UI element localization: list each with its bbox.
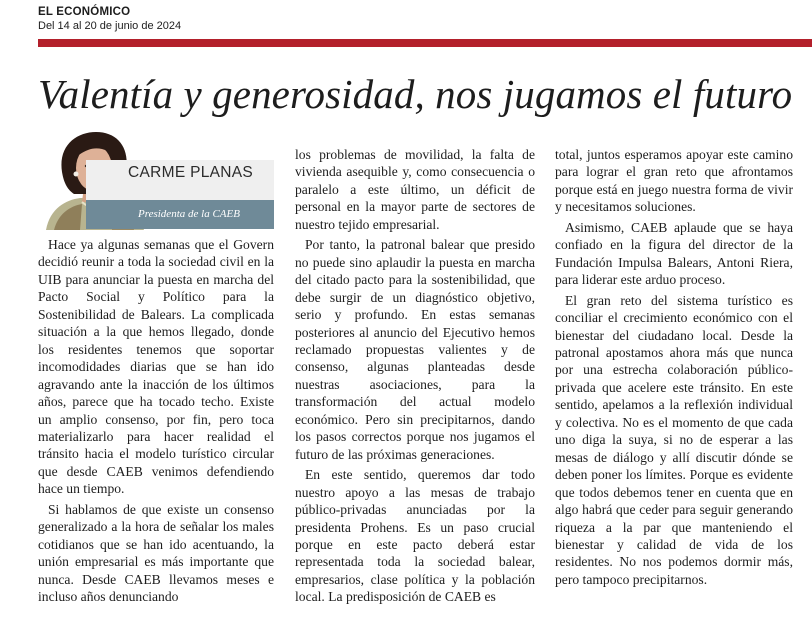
paragraph: Asimismo, CAEB aplaude que se haya confiado en la figura del director de la Fundación Impulsa Balears, Antoni Riera, para liderar este arduo proceso.	[555, 219, 793, 288]
publication-name: EL ECONÓMICO	[38, 6, 131, 18]
headline: Valentía y generosidad, nos jugamos el futuro	[38, 71, 793, 117]
paragraph: Si hablamos de que existe un consenso generalizado a la hora de señalar los males cotidianos que se han ido acentuando, la unión empresarial es más importante que nunca. Desde CAEB llevamos meses e incluso años denunciando	[38, 501, 274, 605]
paragraph: Hace ya algunas semanas que el Govern decidió reunir a toda la sociedad civil en la UIB para anunciar la puesta en marcha del Pacto Social y Político para la Sostenibilidad de Balears. La complicada situación a la que hemos llegado, donde los residentes tenemos que soportar incomodidades diarias que se han ido agravando ante la inacción de los últimos años, parece que ha tocado techo. Existe un amplio consenso, por fin, pero toca materializarlo para hacer realidad el tránsito hacia el modelo turístico circular que desde CAEB venimos defendiendo hace un tiempo.	[38, 237, 274, 497]
paragraph: Por tanto, la patronal balear que presido no puede sino aplaudir la puesta en marcha del citado pacto para la sostenibilidad, que debe surgir de un diagnóstico objetivo, serio y profundo. En estas semanas posteriores al anuncio del Ejecutivo hemos reclamado propuestas valientes y de consenso, algunas planteadas desde nuestras asociaciones, para la transformación del actual modelo económico. Pero sin precipitarnos, dando los pasos correctos porque nos jugamos el futuro de las próximas generaciones.	[295, 237, 535, 462]
paragraph: total, juntos esperamos apoyar este camino para lograr el gran reto que afrontamos porque está en juego nuestra forma de vivir y necesitamos soluciones.	[555, 147, 793, 215]
paragraph: los problemas de movilidad, la falta de vivienda asequible y, como consecuencia o paralelo a este último, un déficit de personal en la mayor parte de sectores de nuestro tejido empresarial.	[295, 147, 535, 232]
header-rule	[38, 39, 812, 47]
article-column-3	[555, 146, 793, 588]
paragraph: En este sentido, queremos dar todo nuestro apoyo a las mesas de trabajo público-privadas anunciadas por la presidenta Prohens. Es un paso crucial porque en este pacto deberá estar representada toda la sociedad balear, empresarios, clase política y la población local. La predisposición de CAEB es	[295, 467, 535, 605]
issue-date: Del 14 al 20 de junio de 2024	[38, 20, 182, 32]
article-column-1	[38, 236, 274, 606]
author-name: CARME PLANAS	[86, 160, 274, 200]
paragraph: El gran reto del sistema turístico es conciliar el crecimiento económico con el bienestar del ciudadano local. Desde la patronal apostamos ahora más que nunca por una estrecha colaboración público-privada que acelere este tránsito. En este sentido, apelamos a la reflexión individual y colectiva. No es el momento de que cada uno diga la suya, si no de esperar a las mesas de diálogo y allí discutir dónde se deben poner los límites. Porque es evidente que todos debemos tener en cuenta que en algo habrá que ceder para seguir generando riqueza a la par que manteniendo el bienestar y calidad de vida de los residentes. No nos podemos dormir más, pero tampoco precipitarnos.	[555, 292, 793, 587]
article-column-2	[295, 146, 535, 606]
author-role: Presidenta de la CAEB	[86, 200, 274, 229]
masthead	[38, 5, 181, 33]
